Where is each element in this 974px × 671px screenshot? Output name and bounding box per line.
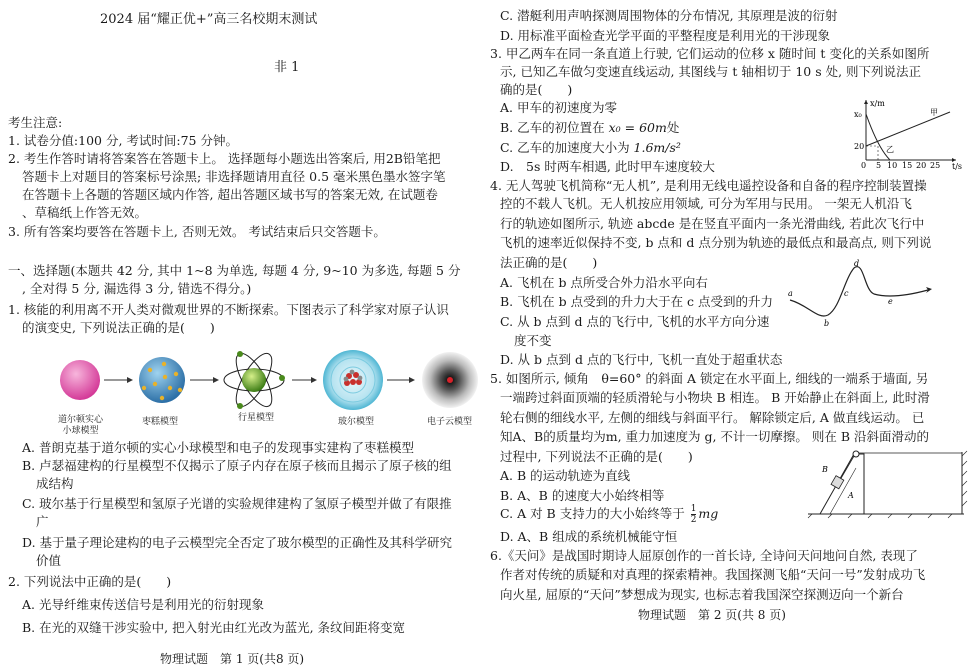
wall-hatch xyxy=(962,451,967,506)
q5-option-c-text: C. A 对 B 支持力的大小始终等于 xyxy=(500,506,689,521)
q4-option-a: A. 飞机在 b 点所受合外力沿水平向右 xyxy=(500,275,708,290)
q3-option-b-text: B. 乙车的初位置在 xyxy=(500,120,609,135)
point-a-label: a xyxy=(788,289,793,298)
notice-line: 、草稿纸上作答无效。 xyxy=(22,205,148,220)
question-4-stem: 控的不载人飞机。无人机按应用领域, 可分为军用与民用。 一架无人机沿飞 xyxy=(500,196,912,211)
y-axis-label: x/m xyxy=(870,99,885,108)
notice-line: 1. 试卷分值:100 分, 考试时间:75 分钟。 xyxy=(8,133,238,148)
tick-label: 10 xyxy=(887,161,898,170)
block-b-label: B xyxy=(822,465,828,474)
q3-option-b-tail: 处 xyxy=(666,120,680,135)
q3-xt-graph xyxy=(852,98,964,170)
question-1-stem: 的演变史, 下列说法正确的是( ) xyxy=(22,320,215,335)
q3-option-c xyxy=(500,140,681,156)
question-4-stem: 飞机的速率近似保持不变, b 点和 d 点分别为轨迹的最低点和最高点, 则下列说 xyxy=(500,235,932,250)
q3-option-c-math: 1.6m/s² xyxy=(633,140,681,155)
question-4-stem: 4. 无人驾驶飞机简称“无人机”, 是利用无线电遥控设备和自备的程序控制装置操 xyxy=(490,178,927,193)
question-3-stem: 确的是( ) xyxy=(500,82,573,97)
q5-option-b: B. A、B 的速度大小始终相等 xyxy=(500,488,665,503)
origin-label: 0 xyxy=(861,161,867,170)
page-footer: 物理试题 第 2 页(共 8 页) xyxy=(638,608,786,622)
point-b-label: b xyxy=(824,319,830,328)
atom-label-plum: 枣糕模型 xyxy=(142,417,179,427)
q1-option-c-cont: 广 xyxy=(36,514,49,529)
q4-option-d: D. 从 b 点到 d 点的飞行中, 飞机一直处于超重状态 xyxy=(500,352,783,367)
bohr-model xyxy=(323,350,383,410)
q4-option-c-cont: 度不变 xyxy=(514,333,552,348)
q2-option-d: D. 用标准平面检查光学平面的平整程度是利用光的干涉现象 xyxy=(500,28,831,43)
ground-hatch xyxy=(808,514,952,518)
question-5-stem: 知A、B的质量均为m, 重力加速度为 g, 不计一切摩擦。 则在 B 沿斜面滑动的 xyxy=(500,429,930,444)
subject-title: 非 1 xyxy=(274,60,300,75)
flight-path xyxy=(790,267,928,316)
fraction xyxy=(691,504,697,525)
yi-label: 乙 xyxy=(886,145,894,154)
q3-option-b xyxy=(500,120,679,136)
planetary-model xyxy=(224,349,285,412)
q5-option-c xyxy=(500,500,718,528)
point-c-label: c xyxy=(844,289,849,298)
x-axis-arrow-icon xyxy=(864,100,868,104)
x-axis-label: t/s xyxy=(952,162,963,171)
atom-label-dalton xyxy=(58,415,103,437)
q2-option-a: A. 光导纤维束传送信号是利用光的衍射现象 xyxy=(22,597,264,612)
dalton-model-sphere xyxy=(60,360,100,400)
question-1-stem: 1. 核能的利用离不开人类对微观世界的不断探索。下图表示了科学家对原子认识 xyxy=(8,302,449,317)
q5-option-c-math: mg xyxy=(698,506,719,521)
q2-option-b: B. 在光的双缝干涉实验中, 把入射光由红光改为蓝光, 条纹间距将变宽 xyxy=(22,620,406,635)
tick-label: 25 xyxy=(930,161,941,170)
q2-option-c: C. 潜艇利用声呐探测周围物体的分布情况, 其原理是波的衍射 xyxy=(500,8,838,23)
tick-label: 5 xyxy=(876,161,882,170)
question-6-stem: 作者对传统的质疑和对真理的探索精神。我国探测飞船“天问一号”发射成功飞 xyxy=(500,567,926,582)
section-heading: 一、选择题(本题共 42 分, 其中 1~8 为单选, 每题 4 分, 9~10 为多选, 每题 5 分 xyxy=(8,263,461,278)
atom-label-planetary: 行星模型 xyxy=(238,413,275,423)
question-5-stem: 过程中, 下列说法不正确的是( ) xyxy=(500,449,693,464)
point-d-label: d xyxy=(854,259,860,268)
notice-line: 在答题卡上各题的答题区域内作答, 超出答题区域书写的答案无效, 在试题卷 xyxy=(22,187,438,202)
notice-line: 2. 考生作答时请将答案答在答题卡上。 选择题每小题选出答案后, 用2B铅笔把 xyxy=(8,151,441,166)
q1-option-c: C. 玻尔基于行星模型和氢原子光谱的实验规律建构了氢原子模型并做了有限推 xyxy=(22,496,452,511)
notice-line: 答题卡上对题目的答案标号涂黑; 非选择题请用直径 0.5 毫米黑色墨水签字笔 xyxy=(22,169,446,184)
point-e-label: e xyxy=(888,297,893,306)
y20-label: 20 xyxy=(854,142,865,151)
q5-incline-figure xyxy=(808,446,968,518)
question-4-stem: 法正确的是( ) xyxy=(500,255,598,270)
question-5-stem: 轮右侧的细线水平, 左侧的细线与斜面平行。 解除锁定后, A 做直线运动。 已 xyxy=(500,410,925,425)
q1-option-b: B. 卢瑟福建构的行星模型不仅揭示了原子内存在原子核而且揭示了原子核的组 xyxy=(22,458,452,473)
question-4-stem: 行的轨迹如图所示, 轨迹 abcde 是在竖直平面内一条光滑曲线, 若此次飞行中 xyxy=(500,216,925,231)
y0-label: x₀ xyxy=(854,110,862,119)
q1-option-d: D. 基于量子理论建构的电子云模型完全否定了玻尔模型的正确性及其科学研究 xyxy=(22,535,453,550)
notice-title: 考生注意: xyxy=(8,115,63,130)
q3-option-d: D. 5s 时两车相遇, 此时甲车速度较大 xyxy=(500,159,715,174)
q5-option-a: A. B 的运动轨迹为直线 xyxy=(500,468,631,483)
question-3-stem: 示, 已知乙车做匀变速直线运动, 其图线与 t 轴相切于 10 s 处, 则下列说法正 xyxy=(500,64,922,79)
question-5-stem: 5. 如图所示, 倾角 θ=60° 的斜面 A 锁定在水平面上, 细线的一端系于墙面, 另 xyxy=(490,371,929,386)
q5-option-d: D. A、B 组成的系统机械能守恒 xyxy=(500,529,678,544)
atom-label-cloud: 电子云模型 xyxy=(427,417,473,427)
notice-line: 3. 所有答案均要答在答题卡上, 否则无效。 考试结束后只交答题卡。 xyxy=(8,224,386,239)
fraction-numerator: 1 xyxy=(690,504,697,514)
question-6-stem: 6.《天问》是战国时期诗人屈原创作的一首长诗, 全诗问天问地问自然, 表现了 xyxy=(490,548,918,563)
question-3-stem: 3. 甲乙两车在同一条直道上行驶, 它们运动的位移 x 随时间 t 变化的关系如图所 xyxy=(490,46,930,61)
q1-option-a: A. 普朗克基于道尔顿的实心小球模型和电子的发现事实建构了枣糕模型 xyxy=(22,440,414,455)
atom-label-text: 道尔顿实心 小球模型 xyxy=(58,415,104,436)
q4-trajectory-figure xyxy=(788,260,938,330)
electron-cloud-model xyxy=(422,352,478,408)
question-5-stem: 一端跨过斜面顶端的轻质滑轮与小物块 B 相连。 B 开始静止在斜面上, 此时滑 xyxy=(500,390,930,405)
q1-option-b-cont: 成结构 xyxy=(36,476,74,491)
page-footer: 物理试题 第 1 页(共8 页) xyxy=(160,652,305,666)
tick-label: 15 xyxy=(902,161,913,170)
jia-label: 甲 xyxy=(930,108,938,117)
exam-header: 2024 届“耀正优+”高三名校期末测试 xyxy=(100,12,318,27)
q3-option-c-text: C. 乙车的加速度大小为 xyxy=(500,140,634,155)
question-6-stem: 向火星, 屈原的“天问”梦想成为现实, 也标志着我国深空探测迈向一个新台 xyxy=(500,587,904,602)
section-heading: , 全对得 5 分, 漏选得 3 分, 错选不得分。) xyxy=(22,281,252,296)
fraction-denominator: 2 xyxy=(690,515,697,525)
line-jia xyxy=(866,112,950,146)
q3-option-a: A. 甲车的初速度为零 xyxy=(500,100,617,115)
question-2-stem: 2. 下列说法中正确的是( ) xyxy=(8,574,172,589)
right-page xyxy=(490,0,974,671)
q4-option-b: B. 飞机在 b 点受到的升力大于在 c 点受到的升力 xyxy=(500,294,774,309)
incline-a-label: A xyxy=(848,491,854,500)
q4-option-c: C. 从 b 点到 d 点的飞行中, 飞机的水平方向分速 xyxy=(500,314,770,329)
tick-label: 20 xyxy=(916,161,927,170)
q3-option-b-math: x₀ = 60m xyxy=(608,120,667,135)
atom-label-bohr: 玻尔模型 xyxy=(338,417,375,427)
q1-option-d-cont: 价值 xyxy=(36,553,62,568)
